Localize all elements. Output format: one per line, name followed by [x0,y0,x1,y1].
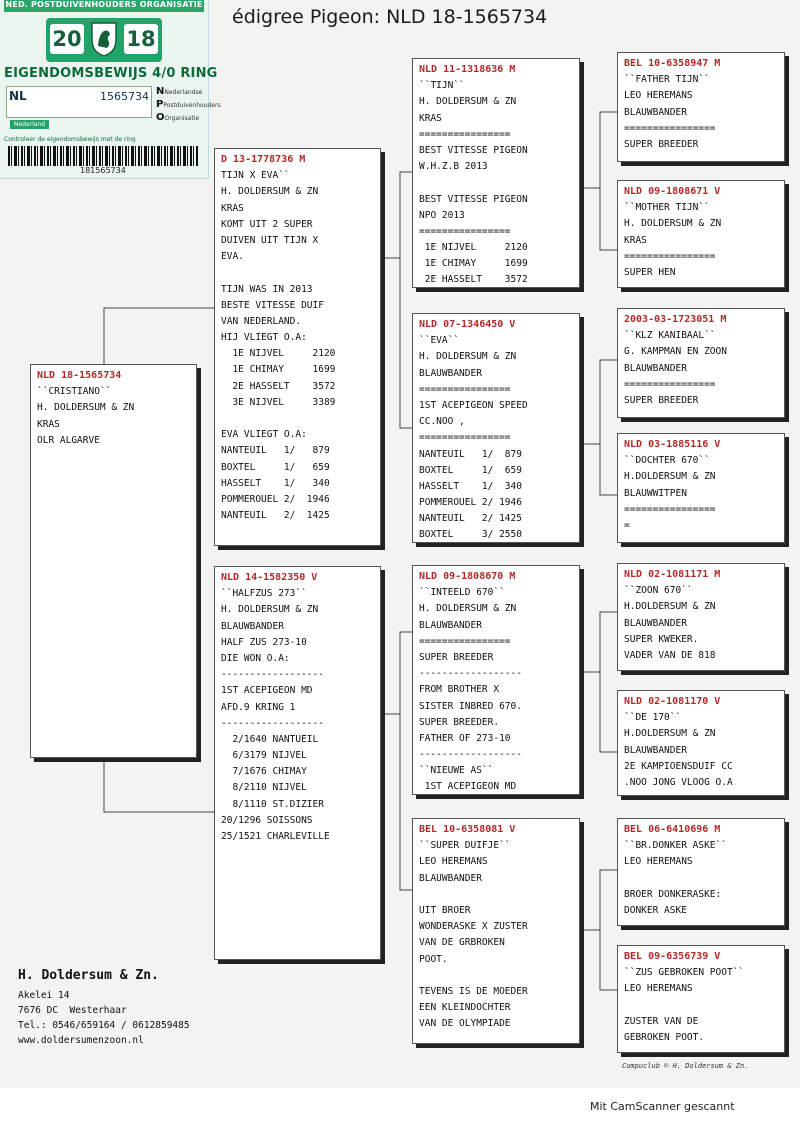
pedigree-line: BLAUWBANDER [624,617,687,629]
pedigree-line: ================ [419,225,511,237]
pedigree-line: KRAS [221,202,244,214]
pedigree-line: ================ [624,503,716,515]
ownership-certificate [0,0,221,179]
pedigree-line: BLAUWWITPEN [624,487,687,499]
pedigree-line: H. DOLDERSUM & ZN [624,218,722,230]
pedigree-line: BROER DONKERASKE: [624,888,722,900]
npo-line: Organisatie [164,115,200,122]
pedigree-line: H. DOLDERSUM & ZN [37,402,135,414]
pedigree-box-grandsire-maternal [412,565,580,795]
connector-subject-dam [104,758,214,812]
pedigree-line: SUPER BREEDER [624,138,699,150]
pedigree-line: ================ [624,378,716,390]
website-link[interactable]: www.doldersumenzoon.nl [18,1035,144,1046]
ring-number: BEL 10-6358081 V [419,824,516,835]
pedigree-line: ``ZOON 670`` [624,585,693,597]
pedigree-line: BLAUWBANDER [624,744,687,756]
pedigree-line: BOXTEL 3/ 2550 [419,529,522,541]
pedigree-line: WONDERASKE X ZUSTER [419,921,528,933]
barcode-number: 181565734 [80,166,126,175]
pedigree-line: EEN KLEINDOCHTER [419,1002,511,1014]
breeder-name: H. Doldersum & Zn. [18,968,159,983]
pedigree-line: W.H.Z.B 2013 [419,161,488,173]
pedigree-line: ``NIEUWE AS`` [419,765,494,777]
pedigree-line: 1E NIJVEL 2120 [221,348,336,360]
pedigree-line: ------------------ [419,749,522,761]
ring-number: BEL 06-6410696 M [624,824,721,835]
pedigree-line: 1ST ACEPIGEON MD [221,685,313,697]
ring-number: D 13-1778736 M [221,154,306,165]
pedigree-line: DUIVEN UIT TIJN X [221,234,319,246]
pedigree-line: NANTEUIL 1/ 879 [221,445,330,457]
pedigree-line: 1ST ACEPIGEON MD [419,781,517,793]
ring-number: 2003-03-1723051 M [624,314,727,325]
pedigree-line: 2E HASSELT 3572 [419,274,528,286]
pedigree-line: NANTEUIL 2/ 1425 [221,510,330,522]
pedigree-line: ``CRISTIANO`` [37,386,112,398]
pedigree-box-subject [30,364,197,758]
pedigree-line: ------------------ [221,669,324,681]
pedigree-line: 6/3179 NIJVEL [221,750,307,762]
pedigree-line: EVA. [221,251,244,263]
connector-g2b-g3 [580,360,617,495]
pedigree-line: VAN DE GRBROKEN [419,937,505,949]
pedigree-line: ``MOTHER TIJN`` [624,202,710,214]
pedigree-line: HIJ VLIEGT O.A: [221,332,307,344]
pedigree-line: SUPER BREEDER. [419,716,500,728]
connector-subject-sire [104,308,214,364]
pedigree-line: ``INTEELD 670`` [419,587,505,599]
pedigree-line: NANTEUIL 1/ 879 [419,448,522,460]
pedigree-line: ``HALFZUS 273`` [221,588,307,600]
ring-number: NLD 18-1565734 [37,370,122,381]
pedigree-line: TIJN X EVA`` [221,170,290,182]
ring-number: BEL 09-6356739 V [624,951,721,962]
pedigree-line: HALF ZUS 273-10 [221,636,307,648]
pedigree-box-grandsire-paternal [412,58,580,288]
pedigree-line [419,175,573,191]
pedigree-line: 8/2110 NIJVEL [221,782,307,794]
pedigree-line: H. DOLDERSUM & ZN [221,186,319,198]
pedigree-line: BLAUWBANDER [419,619,482,631]
pedigree-line: = [624,519,630,531]
ring-number: NLD 03-1885116 V [624,439,721,450]
pedigree-line: H.DOLDERSUM & ZN [624,728,716,740]
barcode [8,146,198,166]
pedigree-line: BLAUWBANDER [221,620,284,632]
pedigree-box-g3-7 [617,818,785,926]
address-line: Tel.: 0546/659164 / 0612859485 [18,1020,190,1031]
certificate-country-name: Nederland [10,120,49,129]
pedigree-line: POMMEROUEL 2/ 1946 [221,493,330,505]
pedigree-line: BEST VITESSE PIGEON [419,193,528,205]
ring-number: NLD 09-1808671 V [624,186,721,197]
npo-line: Postduivenhouders [163,102,221,109]
pedigree-line: ------------------ [419,668,522,680]
pedigree-line: BEST VITESSE PIGEON [419,144,528,156]
pedigree-box-granddam-maternal [412,818,580,1044]
pedigree-line [419,968,573,984]
pedigree-box-granddam-paternal [412,313,580,543]
pedigree-box-sire [214,148,381,546]
page-title: édigree Pigeon: NLD 18-1565734 [232,6,548,28]
pedigree-line: 1ST ACEPIGEON SPEED [419,399,528,411]
pedigree-line: 7/1676 CHIMAY [221,766,307,778]
pedigree-line: 1E CHIMAY 1699 [419,258,528,270]
ring-number: NLD 09-1808670 M [419,571,516,582]
pedigree-line: ``DOCHTER 670`` [624,455,710,467]
pedigree-line: BOXTEL 1/ 659 [221,461,330,473]
pedigree-line: 3E NIJVEL 3389 [221,396,336,408]
pedigree-line [221,265,374,281]
pedigree-line: BOXTEL 1/ 659 [419,464,522,476]
pedigree-line: TIJN WAS IN 2013 [221,283,313,295]
connector-dam-g2c [380,632,412,714]
pedigree-line: KRAS [419,112,442,124]
pedigree-line [624,998,778,1014]
certificate-npo: NNederlandse PPostduivenhouders OOrganisatie [156,86,221,123]
pedigree-line: AFD.9 KRING 1 [221,701,296,713]
pedigree-line: 25/1521 CHARLEVILLE [221,831,330,843]
pedigree-line: LEO HEREMANS [624,983,693,995]
certificate-ring-number: 1565734 [100,90,149,103]
pedigree-line: ZUSTER VAN DE [624,1015,699,1027]
pedigree-line: LEO HEREMANS [624,90,693,102]
ring-number: NLD 07-1346450 V [419,319,516,330]
pedigree-line: G. KAMPMAN EN ZOON [624,346,727,358]
pedigree-box-g3-8 [617,945,785,1053]
ring-number: NLD 02-1081170 V [624,696,721,707]
certificate-org: NED. POSTDUIVENHOUDERS ORGANISATIE [4,0,204,12]
pedigree-line: HASSELT 1/ 340 [221,477,330,489]
pedigree-line [419,887,573,903]
pedigree-line: ``ZUS GEBROKEN POOT`` [624,967,745,979]
pedigree-line: H.DOLDERSUM & ZN [624,601,716,613]
connector-g2a-g3 [580,112,617,250]
connector-sire-g2b [400,258,412,428]
pedigree-line: ================ [419,383,511,395]
certificate-year-right: 18 [124,24,158,54]
pedigree-line: SUPER BREEDER [624,394,699,406]
ring-number: NLD 02-1081171 M [624,569,721,580]
pedigree-line: H. DOLDERSUM & ZN [419,351,517,363]
pedigree-line: POOT. [419,953,448,965]
pedigree-line: ================ [419,128,511,140]
pedigree-line: BLAUWBANDER [624,106,687,118]
ring-number: NLD 11-1318636 M [419,64,516,75]
pedigree-line: ================ [419,635,511,647]
pedigree-line: 2E KAMPIOENSDUIF CC [624,760,733,772]
pedigree-line: UIT BROER [419,904,471,916]
pedigree-line: HASSELT 1/ 340 [419,480,522,492]
connector-sire-g2a [380,172,412,258]
pedigree-line: 8/1110 ST.DIZIER [221,798,324,810]
pedigree-line: 2/1640 NANTUEIL [221,733,319,745]
pedigree-line: BLAUWBANDER [419,872,482,884]
pedigree-line: ================ [624,122,716,134]
pedigree-line: SISTER INBRED 670. [419,700,522,712]
certificate-heading: EIGENDOMSBEWIJS 4/0 RING [4,66,218,81]
pedigree-line: H. DOLDERSUM & ZN [419,96,517,108]
pedigree-line: BLAUWBANDER [624,362,687,374]
pedigree-line: 1E NIJVEL 2120 [419,242,528,254]
pedigree-line: KOMT UIT 2 SUPER [221,218,313,230]
pedigree-line: 2E HASSELT 3572 [221,380,336,392]
certificate-country: NL [9,89,27,103]
pedigree-line: NPO 2013 [419,209,465,221]
pedigree-line: VAN NEDERLAND. [221,315,302,327]
pedigree-line: ------------------ [221,717,324,729]
pedigree-line [221,411,374,427]
pedigree-line: BESTE VITESSE DUIF [221,299,324,311]
pedigree-line: ``BR.DONKER ASKE`` [624,840,727,852]
pedigree-line [624,871,778,887]
software-credit: Compuclub © H. Doldersum & Zn. [622,1062,749,1070]
certificate-year-left: 20 [50,24,84,54]
pedigree-box-g3-1 [617,52,785,162]
pedigree-line: ``EVA`` [419,335,460,347]
pedigree-line: DIE WON O.A: [221,652,290,664]
pedigree-box-g3-2 [617,180,785,288]
pedigree-line: ================ [624,250,716,262]
certificate-control-text: Controleer de eigendomsbewijs met de ring [4,136,136,143]
pedigree-line: SUPER BREEDER [419,651,494,663]
pedigree-box-g3-6 [617,690,785,796]
pedigree-line: GEBROKEN POOT. [624,1031,705,1043]
pedigree-line: 20/1296 SOISSONS [221,814,313,826]
pedigree-box-g3-3 [617,308,785,418]
pedigree-line: SUPER HEN [624,266,676,278]
pedigree-line: TEVENS IS DE MOEDER [419,985,528,997]
pedigree-line: .NOO JONG VLOOG O.A [624,776,733,788]
address-line: 7676 DC Westerhaar [18,1005,127,1016]
breeder-address [18,968,190,1048]
ring-number: NLD 14-1582350 V [221,572,318,583]
pedigree-line: FROM BROTHER X [419,684,500,696]
pedigree-line: DONKER ASKE [624,904,687,916]
pedigree-box-g3-4 [617,433,785,543]
connector-g2c-g3 [580,612,617,752]
pedigree-line: VADER VAN DE 818 [624,649,716,661]
pedigree-line: LEO HEREMANS [419,856,488,868]
pedigree-box-g3-5 [617,563,785,671]
pedigree-line: ``DE 170`` [624,712,682,724]
pedigree-line: KRAS [37,418,60,430]
pedigree-line: KRAS [624,234,647,246]
pedigree-line: POMMEROUEL 2/ 1946 [419,497,522,509]
address-line: Akelei 14 [18,990,70,1001]
pedigree-line: ``SUPER DUIFJE`` [419,840,511,852]
npo-line: Nederlandse [164,89,203,96]
pedigree-line: VAN DE OLYMPIADE [419,1018,511,1030]
pedigree-line: EVA VLIEGT O.A: [221,429,307,441]
pedigree-line: H. DOLDERSUM & ZN [419,603,517,615]
pedigree-line: H.DOLDERSUM & ZN [624,471,716,483]
pedigree-line: NANTEUIL 2/ 1425 [419,513,522,525]
pedigree-line: SUPER KWEKER. [624,633,699,645]
pedigree-line: FATHER OF 273-10 [419,732,511,744]
connector-dam-g2d [400,714,412,890]
ring-number: BEL 10-6358947 M [624,58,721,69]
lion-crest-icon [89,20,119,58]
pedigree-line: ``FATHER TIJN`` [624,74,710,86]
pedigree-line: 1E CHIMAY 1699 [221,364,336,376]
pedigree-line: H. DOLDERSUM & ZN [221,604,319,616]
pedigree-line: OLR ALGARVE [37,434,100,446]
scanner-watermark: Mit CamScanner gescannt [590,1100,735,1113]
pedigree-line: ``KLZ KANIBAAL`` [624,330,716,342]
pedigree-line: LEO HEREMANS [624,856,693,868]
connector-g2d-g3 [580,870,617,990]
pedigree-line: CC.NOO , [419,416,465,428]
pedigree-line: ``TIJN`` [419,80,465,92]
pedigree-line: BLAUWBANDER [419,367,482,379]
pedigree-box-dam [214,566,381,960]
pedigree-line: ================ [419,432,511,444]
